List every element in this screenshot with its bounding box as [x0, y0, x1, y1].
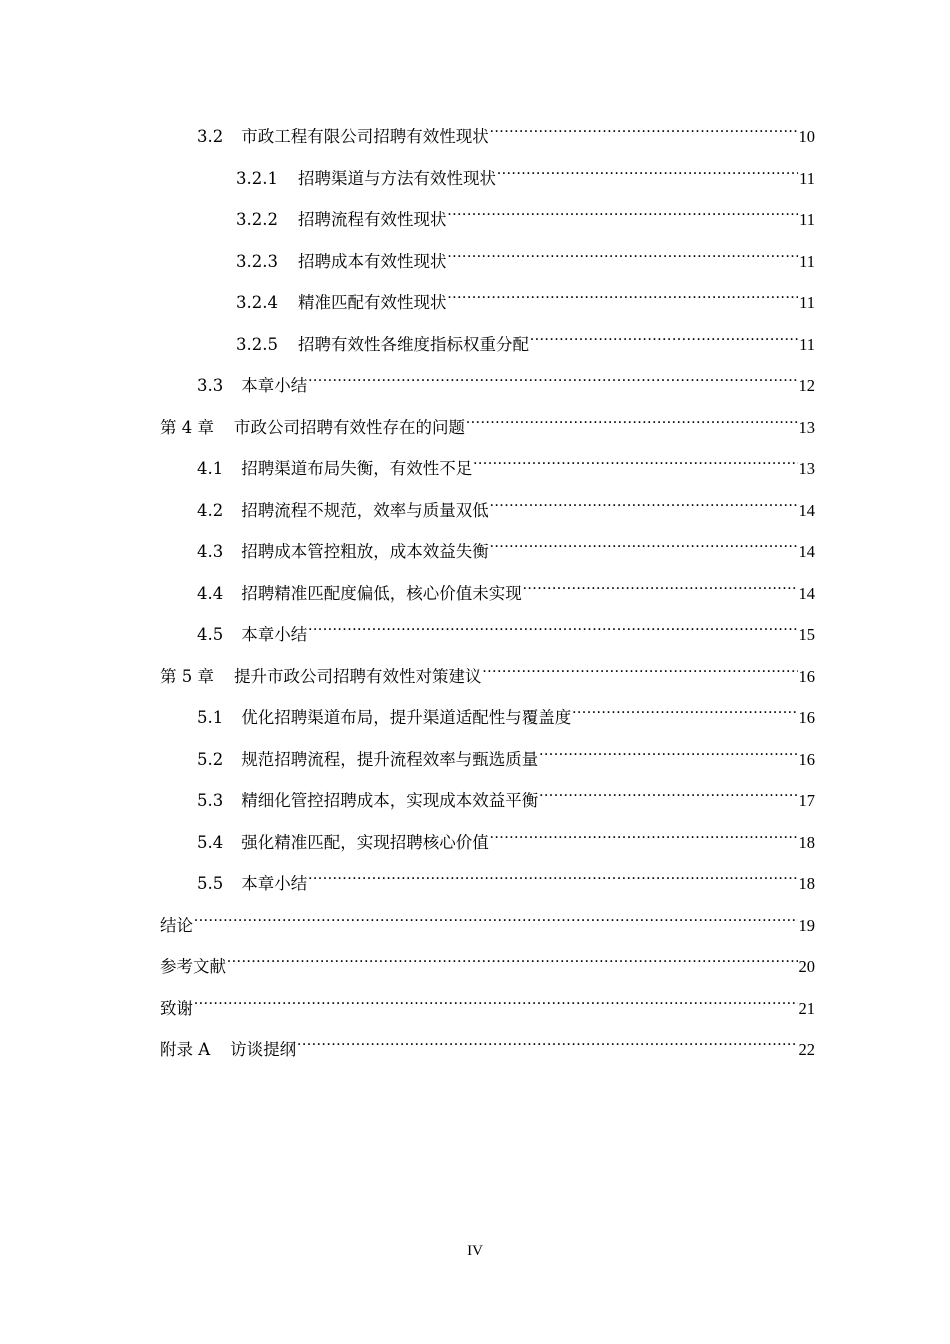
toc-entry-title: 本章小结 — [241, 625, 308, 644]
toc-entry[interactable] — [197, 112, 815, 146]
toc-entry[interactable] — [197, 486, 815, 520]
toc-entry[interactable] — [197, 527, 815, 561]
toc-entry-page-number: 11 — [799, 168, 815, 188]
page-number-footer: IV — [467, 1243, 483, 1259]
toc-entry[interactable] — [160, 984, 815, 1018]
toc-entry-title: 市政工程有限公司招聘有效性现状 — [241, 127, 489, 146]
toc-entry-title: 优化招聘渠道布局，提升渠道适配性与覆盖度 — [241, 708, 572, 727]
toc-dot-leader — [497, 154, 798, 184]
toc-entry-title: 招聘渠道布局失衡，有效性不足 — [241, 459, 473, 478]
toc-entry-page-number: 18 — [798, 832, 815, 852]
toc-entry[interactable] — [160, 403, 815, 437]
toc-entry-title: 招聘流程不规范，效率与质量双低 — [241, 500, 489, 520]
toc-entry-page-number: 18 — [798, 874, 815, 893]
toc-entry-number: 5.5 — [197, 874, 224, 893]
toc-dot-leader — [490, 486, 798, 516]
toc-entry-title: 招聘成本管控粗放，成本效益失衡 — [241, 542, 489, 561]
toc-entry-title: 市政公司招聘有效性存在的问题 — [234, 417, 465, 437]
toc-entry[interactable] — [197, 776, 815, 810]
toc-dot-leader — [447, 195, 798, 225]
toc-entry-page-number: 10 — [798, 127, 815, 146]
toc-entry[interactable] — [197, 569, 815, 603]
toc-entry-page-number: 20 — [798, 957, 815, 976]
toc-entry-number: 3.2.4 — [236, 293, 278, 312]
toc-dot-leader — [523, 569, 798, 599]
toc-entry-number: 4.2 — [197, 500, 224, 520]
toc-entry-title: 招聘成本有效性现状 — [297, 251, 447, 271]
toc-dot-leader — [194, 984, 798, 1014]
toc-entry-page-number: 16 — [798, 749, 815, 769]
toc-dot-leader — [490, 818, 798, 848]
toc-entry-page-number: 15 — [798, 625, 815, 644]
toc-entry[interactable] — [236, 237, 815, 271]
toc-dot-leader — [539, 776, 797, 806]
toc-entry-title: 访谈提纲 — [230, 1040, 297, 1059]
toc-entry-page-number: 21 — [798, 998, 815, 1018]
toc-entry[interactable] — [236, 154, 815, 188]
toc-entry-number: 3.2.1 — [236, 168, 278, 188]
toc-entry-page-number: 12 — [798, 376, 815, 395]
toc-entry-number: 5.3 — [197, 791, 224, 810]
toc-entry-number: 第 5 章 — [160, 666, 214, 686]
toc-entry-number: 4.4 — [197, 583, 224, 603]
toc-entry-title: 提升市政公司招聘有效性对策建议 — [234, 666, 482, 686]
toc-entry[interactable] — [197, 444, 815, 478]
toc-entry-title: 本章小结 — [241, 874, 308, 893]
toc-entry-title: 招聘渠道与方法有效性现状 — [297, 168, 496, 188]
toc-entry-page-number: 19 — [798, 915, 815, 935]
toc-entry-title: 参考文献 — [160, 957, 226, 976]
toc-entry[interactable] — [197, 818, 815, 852]
toc-entry-page-number: 14 — [798, 583, 815, 603]
toc-entry-number: 4.3 — [197, 542, 224, 561]
toc-entry-title: 精准匹配有效性现状 — [297, 293, 447, 312]
toc-entry-page-number: 13 — [798, 417, 815, 437]
toc-entry[interactable] — [160, 1025, 815, 1059]
toc-entry[interactable] — [236, 195, 815, 229]
toc-entry-page-number: 16 — [798, 666, 815, 686]
toc-entry-number: 5.2 — [197, 749, 224, 769]
toc-dot-leader — [308, 361, 797, 391]
toc-entry-title: 招聘有效性各维度指标权重分配 — [297, 334, 529, 354]
toc-dot-leader — [308, 610, 797, 640]
toc-dot-leader — [483, 652, 798, 682]
toc-entry[interactable] — [197, 859, 815, 893]
toc-entry-page-number: 11 — [799, 293, 815, 312]
toc-entry[interactable] — [197, 361, 815, 395]
toc-entry-title: 规范招聘流程，提升流程效率与甄选质量 — [241, 749, 539, 769]
toc-entry-title: 强化精准匹配，实现招聘核心价值 — [241, 832, 489, 852]
toc-entry-number: 5.4 — [197, 832, 224, 852]
toc-entry-page-number: 22 — [798, 1040, 815, 1059]
toc-dot-leader — [308, 859, 797, 889]
toc-entry-number: 4.5 — [197, 625, 224, 644]
toc-dot-leader — [539, 735, 797, 765]
toc-entry-number: 3.3 — [197, 376, 224, 395]
toc-entry-title: 本章小结 — [241, 376, 308, 395]
toc-entry-page-number: 14 — [798, 542, 815, 561]
toc-entry-title: 招聘流程有效性现状 — [297, 210, 447, 229]
toc-entry-page-number: 11 — [799, 334, 815, 354]
toc-entry[interactable] — [197, 693, 815, 727]
toc-entry-number: 3.2.3 — [236, 251, 278, 271]
toc-entry[interactable] — [197, 610, 815, 644]
toc-entry-page-number: 13 — [798, 459, 815, 478]
toc-entry[interactable] — [160, 901, 815, 935]
toc-entry-page-number: 14 — [798, 500, 815, 520]
toc-entry-number: 3.2.5 — [236, 334, 278, 354]
toc-dot-leader — [297, 1025, 797, 1055]
toc-entry-number: 第 4 章 — [160, 417, 214, 437]
toc-dot-leader — [447, 237, 798, 267]
toc-entry[interactable] — [160, 652, 815, 686]
toc-dot-leader — [530, 320, 798, 350]
toc-entry[interactable] — [236, 278, 815, 312]
toc-entry-title: 致谢 — [160, 998, 193, 1018]
toc-dot-leader — [490, 527, 798, 557]
toc-entry-page-number: 11 — [799, 210, 815, 229]
toc-dot-leader — [194, 901, 798, 931]
toc-entry-number: 3.2 — [197, 127, 224, 146]
toc-entry-number: 4.1 — [197, 459, 224, 478]
toc-dot-leader — [473, 444, 797, 474]
toc-entry-title: 结论 — [160, 915, 193, 935]
toc-entry-page-number: 16 — [798, 708, 815, 727]
toc-entry-number: 附录 A — [160, 1040, 211, 1059]
toc-dot-leader — [466, 403, 798, 433]
toc-entry-title: 招聘精准匹配度偏低，核心价值未实现 — [241, 583, 522, 603]
toc-entry-number: 3.2.2 — [236, 210, 278, 229]
toc-dot-leader — [227, 942, 798, 972]
toc-entry[interactable] — [160, 942, 815, 976]
toc-entry-title: 精细化管控招聘成本，实现成本效益平衡 — [241, 791, 539, 810]
toc-dot-leader — [490, 112, 798, 142]
toc-entry[interactable] — [236, 320, 815, 354]
toc-entry-number: 5.1 — [197, 708, 224, 727]
toc-dot-leader — [572, 693, 797, 723]
toc-entry-page-number: 17 — [798, 791, 815, 810]
toc-entry-page-number: 11 — [799, 251, 815, 271]
toc-entry[interactable] — [197, 735, 815, 769]
toc-dot-leader — [447, 278, 798, 308]
